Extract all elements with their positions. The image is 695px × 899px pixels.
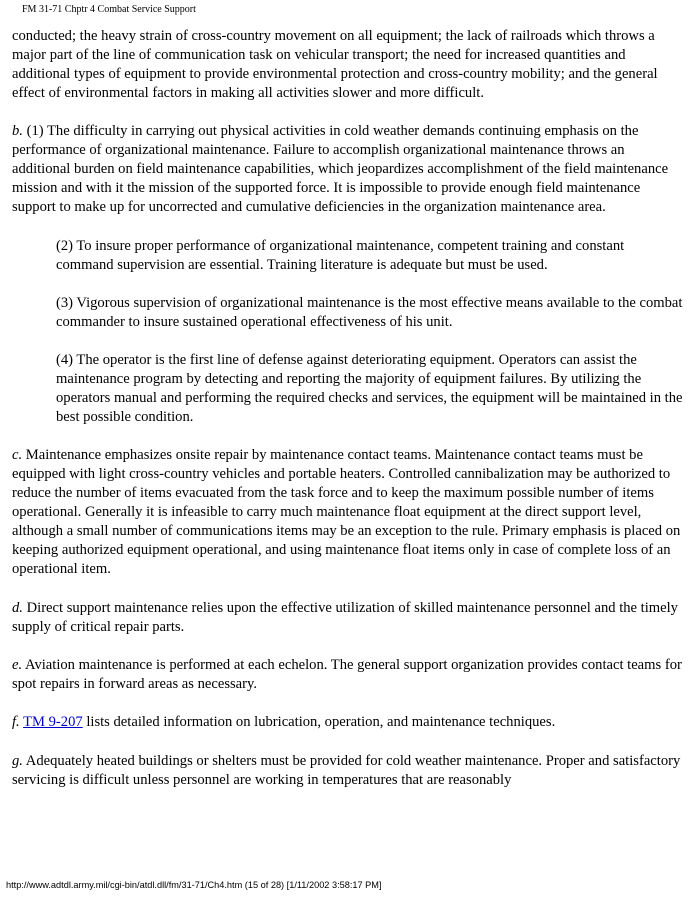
paragraph-letter: f.	[12, 714, 20, 731]
paragraph-b4: (4) The operator is the first line of defense against deteriorating equipment. Operators can assist the maintenance program by detecting and reporting the majority of equipment failures. By utilizing the operators manual and performing the required checks and services, the equipment will be maintained in the best possible condition.	[56, 352, 683, 426]
paragraph-text: Adequately heated buildings or shelters must be provided for cold weather maintenance. Proper and satisfactory servicing is difficult unless personnel are working in temperatures that are reasonably	[12, 752, 681, 788]
paragraph-letter: c.	[12, 447, 23, 464]
paragraph-c	[12, 446, 682, 579]
paragraph-text: Maintenance emphasizes onsite repair by maintenance contact teams. Maintenance contact teams must be equipped with light cross-country vehicles and portable heaters. Controlled cannibalization may be authorized to reduce the number of items evacuated from the task force and to keep the maximum possible number of items operational. Generally it is infeasible to carry much maintenance float equipment at the direct support level, although a small number of communications items may be an exception to the rule. Primary emphasis is placed on keeping authorized equipment operational, and using maintenance float items only in case of complete loss of an operational item.	[12, 447, 681, 578]
paragraph-b3: (3) Vigorous supervision of organizational maintenance is the most effective means available to the combat commander to insure sustained operational effectiveness of his unit.	[56, 294, 683, 330]
paragraph-letter: b.	[12, 123, 23, 140]
tm-9-207-link[interactable]: TM 9-207	[23, 714, 83, 731]
paragraph-text: Direct support maintenance relies upon the effective utilization of skilled maintenance personnel and the timely supply of critical repair parts.	[12, 599, 678, 635]
paragraph-continuation: conducted; the heavy strain of cross-country movement on all equipment; the lack of railroads which throws a major part of the line of communication task on vehicular transport; the need for increased quantities and additional types of equipment to provide environmental protection and cross-country mobility; and the general effect of environmental factors in making all activities slower and more difficult.	[12, 28, 658, 101]
paragraph-text: (1) The difficulty in carrying out physical activities in cold weather demands continuing emphasis on the performance of organizational maintenance. Failure to accomplish organizational maintenance throws an additional burden on field maintenance capabilities, which jeopardizes accomplishment of the field maintenance mission and with it the mission of the supported force. It is impossible to provide enough field maintenance support to make up for uncorrected and cumulative deficiencies in the organization maintenance area.	[12, 123, 669, 216]
paragraph-g	[12, 752, 682, 790]
paragraph-text: lists detailed information on lubrication, operation, and maintenance techniques.	[82, 714, 556, 731]
paragraph-letter: e.	[12, 657, 23, 674]
paragraph-text: Aviation maintenance is performed at each echelon. The general support organization provides contact teams for spot repairs in forward areas as necessary.	[12, 657, 682, 693]
paragraph-f	[12, 713, 682, 732]
paragraph-e	[12, 656, 682, 694]
paragraph-letter: g.	[12, 752, 23, 769]
paragraph-d	[12, 599, 682, 637]
paragraph-letter: d.	[12, 599, 23, 616]
document-body	[12, 27, 682, 809]
paragraph-b2: (2) To insure proper performance of organizational maintenance, competent training and constant command supervision are essential. Training literature is adequate but must be used.	[56, 237, 625, 273]
page-header: FM 31-71 Chptr 4 Combat Service Support	[22, 4, 196, 15]
page-footer-url: http://www.adtdl.army.mil/cgi-bin/atdl.dll/fm/31-71/Ch4.htm (15 of 28) [1/11/2002 3:58:17 PM]	[6, 880, 382, 890]
paragraph-b1	[12, 122, 682, 217]
